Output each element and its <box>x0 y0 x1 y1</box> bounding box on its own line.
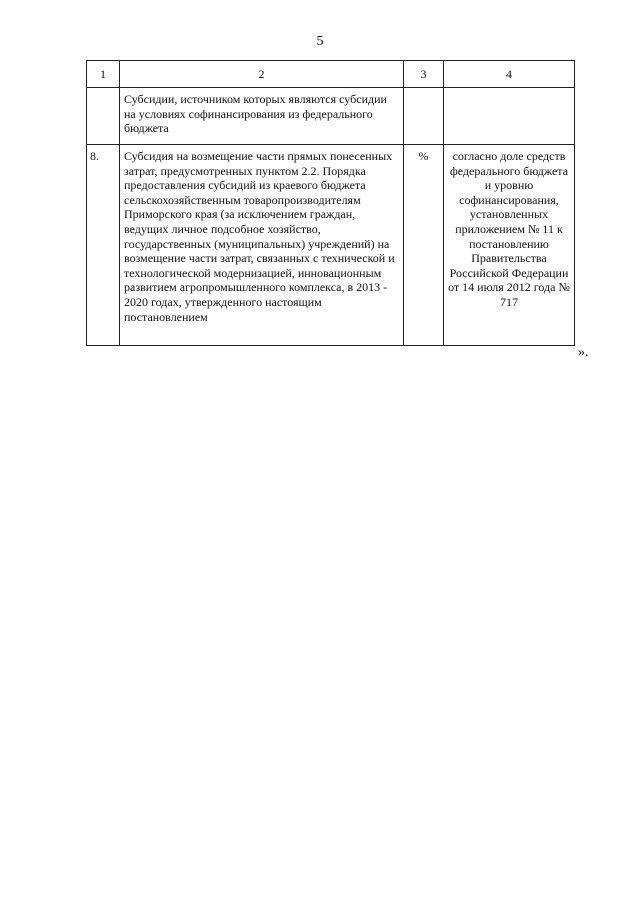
description-cell <box>120 88 404 145</box>
row-number-cell <box>87 145 120 346</box>
row-value <box>444 88 574 92</box>
column-header-3: 3 <box>404 61 444 88</box>
row-number-cell <box>87 88 120 145</box>
unit-cell <box>404 88 444 145</box>
row-description: Субсидия на возмещение части прямых понесенных затрат, предусмотренных пунктом 2.2. Порядка предоставления субсидий из краевого бюджета сельскохозяйственным товаропроизводителям Приморского края (за исключением граждан, ведущих личное подсобное хозяйство, государственных (муниципальных) учреждений) на возмещение части затрат, связанных с технической и технологической модернизацией, инновационным развитием агропромышленного комплекса, в 2013 - 2020 годах, утвержденного настоящим постановлением <box>124 149 395 324</box>
unit-cell <box>404 145 444 346</box>
column-header-1: 1 <box>87 61 120 88</box>
value-cell <box>444 88 575 145</box>
row-unit <box>404 88 443 92</box>
table-row <box>87 88 575 145</box>
row-number: 8. <box>90 149 99 163</box>
closing-quote-mark: ». <box>578 345 589 360</box>
table-row <box>87 145 575 346</box>
column-header-4: 4 <box>444 61 575 88</box>
row-number <box>87 88 119 92</box>
row-description: Субсидии, источником которых являются субсидии на условиях софинансирования из федерального бюджета <box>124 92 387 136</box>
column-header-2: 2 <box>120 61 404 88</box>
table-header-row <box>87 61 575 88</box>
subsidy-table <box>86 60 575 346</box>
row-value: согласно доле средств федерального бюджета и уровню софинансирования, установленных приложением № 11 к постановлению Правительства Российской Федерации от 14 июля 2012 года № 717 <box>448 149 570 309</box>
row-unit: % <box>418 149 429 163</box>
page-number: 5 <box>316 34 324 49</box>
description-cell <box>120 145 404 346</box>
value-cell <box>444 145 575 346</box>
